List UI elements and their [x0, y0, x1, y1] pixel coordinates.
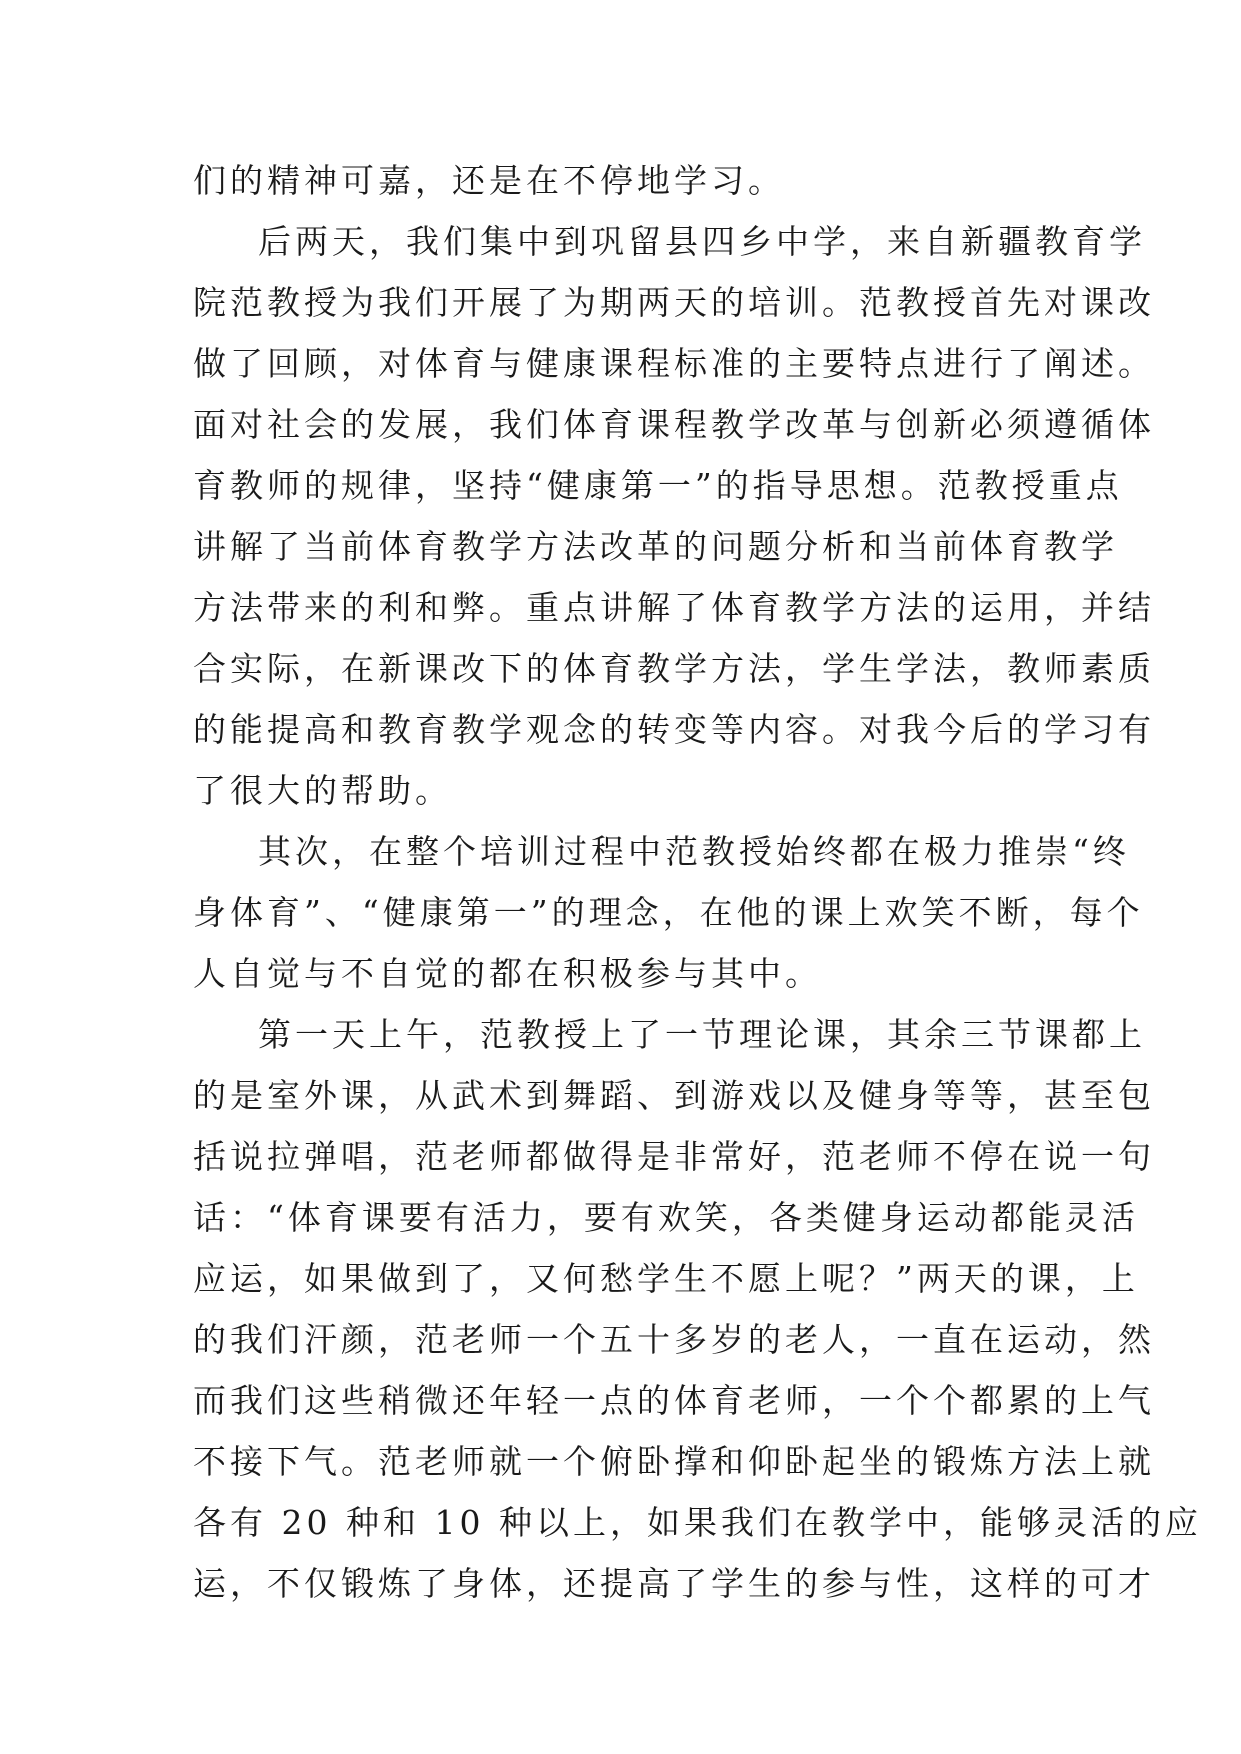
text-line: 的能提高和教育教学观念的转变等内容。对我今后的学习有: [193, 710, 1155, 749]
text-line: 应运，如果做到了，又何愁学生不愿上呢？”两天的课，上: [193, 1259, 1139, 1298]
text-line: 不接下气。范老师就一个俯卧撑和仰卧起坐的锻炼方法上就: [193, 1442, 1155, 1481]
text-line: 方法带来的利和弊。重点讲解了体育教学方法的运用，并结: [193, 588, 1155, 627]
text-line: 了很大的帮助。: [193, 771, 452, 810]
text-line: 而我们这些稍微还年轻一点的体育老师，一个个都累的上气: [193, 1381, 1155, 1420]
paragraph-start-line: 第一天上午，范教授上了一节理论课，其余三节课都上: [258, 1015, 1146, 1054]
text-line: 括说拉弹唱，范老师都做得是非常好，范老师不停在说一句: [193, 1137, 1155, 1176]
text-line: 身体育”、“健康第一”的理念，在他的课上欢笑不断，每个: [193, 893, 1144, 932]
text-line: 各有 20 种和 10 种以上，如果我们在教学中，能够灵活的应: [193, 1503, 1202, 1542]
paragraph-start-line: 其次，在整个培训过程中范教授始终都在极力推崇“终: [258, 832, 1130, 871]
text-line: 院范教授为我们开展了为期两天的培训。范教授首先对课改: [193, 283, 1155, 322]
text-line: 育教师的规律，坚持“健康第一”的指导思想。范教授重点: [193, 466, 1123, 505]
text-line: 人自觉与不自觉的都在积极参与其中。: [193, 954, 822, 993]
text-line: 的是室外课，从武术到舞蹈、到游戏以及健身等等，甚至包: [193, 1076, 1155, 1115]
text-line: 的我们汗颜，范老师一个五十多岁的老人，一直在运动，然: [193, 1320, 1155, 1359]
text-line: 面对社会的发展，我们体育课程教学改革与创新必须遵循体: [193, 405, 1155, 444]
text-line: 话：“体育课要有活力，要有欢笑，各类健身运动都能灵活: [193, 1198, 1139, 1237]
text-line: 运，不仅锻炼了身体，还提高了学生的参与性，这样的可才: [193, 1564, 1155, 1603]
text-line: 合实际，在新课改下的体育教学方法，学生学法，教师素质: [193, 649, 1155, 688]
paragraph-start-line: 后两天，我们集中到巩留县四乡中学，来自新疆教育学: [258, 222, 1146, 261]
text-line: 们的精神可嘉，还是在不停地学习。: [193, 161, 785, 200]
text-line: 讲解了当前体育教学方法改革的问题分析和当前体育教学: [193, 527, 1118, 566]
text-line: 做了回顾，对体育与健康课程标准的主要特点进行了阐述。: [193, 344, 1155, 383]
